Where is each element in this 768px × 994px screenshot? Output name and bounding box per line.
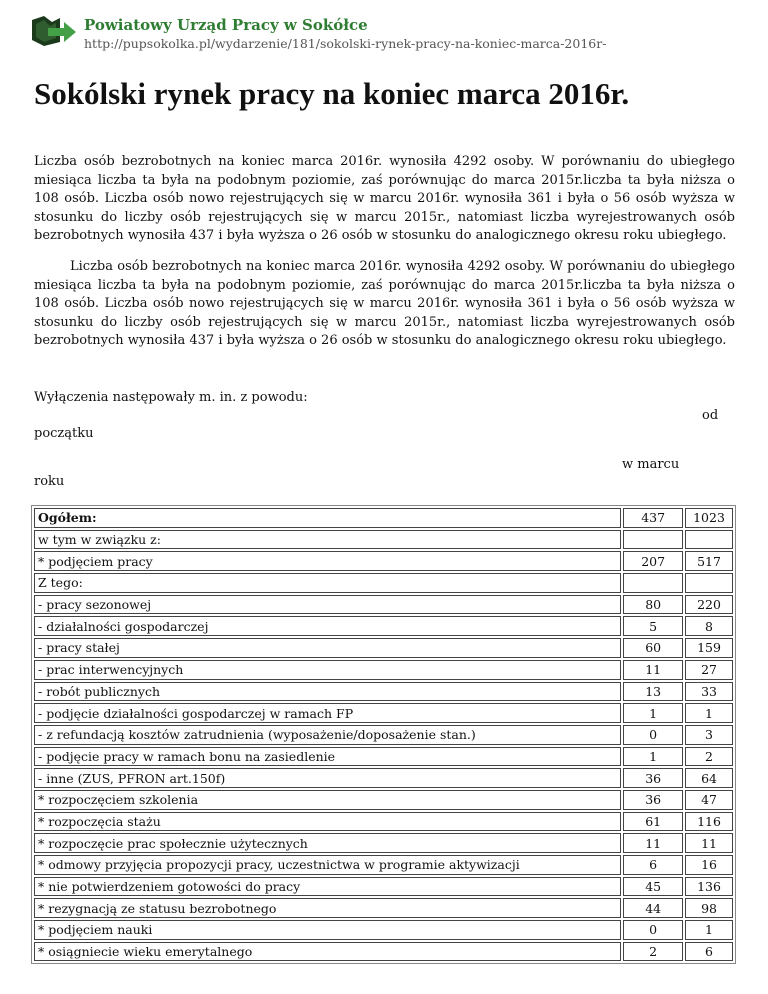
value-since-start-of-year: 517 xyxy=(685,551,733,571)
table-row xyxy=(34,703,733,723)
value-since-start-of-year xyxy=(685,530,733,550)
value-since-start-of-year: 8 xyxy=(685,616,733,636)
value-since-start-of-year: 33 xyxy=(685,682,733,702)
table-row xyxy=(34,725,733,745)
value-march: 36 xyxy=(623,768,683,788)
site-header xyxy=(30,14,750,54)
value-march: 11 xyxy=(623,833,683,853)
row-label: * odmowy przyjęcia propozycji pracy, uczestnictwa w programie aktywizacji xyxy=(34,855,621,875)
table-row xyxy=(34,747,733,767)
value-march: 1 xyxy=(623,703,683,723)
value-march: 207 xyxy=(623,551,683,571)
value-since-start-of-year: 1 xyxy=(685,703,733,723)
value-march: 1 xyxy=(623,747,683,767)
table-row xyxy=(34,530,733,550)
article-title: Sokólski rynek pracy na koniec marca 2016r. xyxy=(34,76,630,111)
table-row xyxy=(34,790,733,810)
value-since-start-of-year: 1023 xyxy=(685,508,733,528)
value-march: 11 xyxy=(623,660,683,680)
value-since-start-of-year xyxy=(685,573,733,593)
row-label: * nie potwierdzeniem gotowości do pracy xyxy=(34,877,621,897)
article-paragraph-1: Liczba osób bezrobotnych na koniec marca 2016r. wynosiła 4292 osoby. W porównaniu do ubiegłego miesiąca liczba ta była na podobnym poziomie, zaś porównując do marca 2015r.liczba ta była niższa o 108 osób. Liczba osób nowo rejestrujących się w marcu 2016r. wynosiła 361 i była o 56 osób wyższa w stosunku do liczby osób rejestrujących się w marcu 2015r., natomiast liczba wyrejestrowanych osób bezrobotnych wynosiła 437 i była wyższa o 26 osób w stosunku do analogicznego okresu roku ubiegłego. xyxy=(34,154,735,243)
table-row xyxy=(34,595,733,615)
table-row xyxy=(34,638,733,658)
row-label: - podjęcie pracy w ramach bonu na zasiedlenie xyxy=(34,747,621,767)
value-march: 0 xyxy=(623,725,683,745)
table-row xyxy=(34,573,733,593)
column-header-year: roku xyxy=(34,474,65,489)
value-march: 0 xyxy=(623,920,683,940)
table-row xyxy=(34,660,733,680)
row-label: - działalności gospodarczej xyxy=(34,616,621,636)
organization-name[interactable]: Powiatowy Urząd Pracy w Sokółce xyxy=(84,16,368,34)
row-label: Z tego: xyxy=(34,573,621,593)
table-row xyxy=(34,508,733,528)
row-label: * podjęciem pracy xyxy=(34,551,621,571)
value-march: 80 xyxy=(623,595,683,615)
value-since-start-of-year: 3 xyxy=(685,725,733,745)
column-header-march: w marcu xyxy=(622,457,680,472)
table-row xyxy=(34,877,733,897)
table-row xyxy=(34,898,733,918)
value-since-start-of-year: 136 xyxy=(685,877,733,897)
table-row xyxy=(34,616,733,636)
value-since-start-of-year: 116 xyxy=(685,812,733,832)
value-march: 5 xyxy=(623,616,683,636)
table-row xyxy=(34,855,733,875)
row-label: * rozpoczęcia stażu xyxy=(34,812,621,832)
table-row xyxy=(34,682,733,702)
value-march: 45 xyxy=(623,877,683,897)
value-since-start-of-year: 220 xyxy=(685,595,733,615)
value-march: 2 xyxy=(623,942,683,962)
pup-logo-icon xyxy=(30,14,76,48)
article-paragraph-2: Liczba osób bezrobotnych na koniec marca 2016r. wynosiła 4292 osoby. W porównaniu do ubiegłego miesiąca liczba ta była na podobnym poziomie, zaś porównując do marca 2015r.liczba ta była niższa o 108 osób. Liczba osób nowo rejestrujących się w marcu 2016r. wynosiła 361 i była o 56 osób wyższa w stosunku do liczby osób rejestrujących się w marcu 2015r., natomiast liczba wyrejestrowanych osób bezrobotnych wynosiła 437 i była wyższa o 26 osób w stosunku do analogicznego okresu roku ubiegłego. xyxy=(34,259,735,348)
value-march: 6 xyxy=(623,855,683,875)
value-since-start-of-year: 98 xyxy=(685,898,733,918)
value-march: 36 xyxy=(623,790,683,810)
value-march: 61 xyxy=(623,812,683,832)
value-since-start-of-year: 2 xyxy=(685,747,733,767)
value-since-start-of-year: 1 xyxy=(685,920,733,940)
row-label: - robót publicznych xyxy=(34,682,621,702)
value-since-start-of-year: 6 xyxy=(685,942,733,962)
value-since-start-of-year: 27 xyxy=(685,660,733,680)
table-row xyxy=(34,942,733,962)
table-row xyxy=(34,812,733,832)
row-label: w tym w związku z: xyxy=(34,530,621,550)
row-label: - prac interwencyjnych xyxy=(34,660,621,680)
row-label: * rezygnacją ze statusu bezrobotnego xyxy=(34,898,621,918)
value-march xyxy=(623,530,683,550)
value-march: 13 xyxy=(623,682,683,702)
value-since-start-of-year: 47 xyxy=(685,790,733,810)
row-label: - pracy stałej xyxy=(34,638,621,658)
value-since-start-of-year: 159 xyxy=(685,638,733,658)
row-label: * osiągniecie wieku emerytalnego xyxy=(34,942,621,962)
row-label: * rozpoczęciem szkolenia xyxy=(34,790,621,810)
value-march: 44 xyxy=(623,898,683,918)
table-row xyxy=(34,833,733,853)
row-label: Ogółem: xyxy=(34,508,621,528)
table-row xyxy=(34,768,733,788)
row-label: * rozpoczęcie prac społecznie użytecznych xyxy=(34,833,621,853)
row-label: - podjęcie działalności gospodarczej w ramach FP xyxy=(34,703,621,723)
row-label: - inne (ZUS, PFRON art.150f) xyxy=(34,768,621,788)
page-url[interactable]: http://pupsokolka.pl/wydarzenie/181/sokolski-rynek-pracy-na-koniec-marca-2016r- xyxy=(84,36,607,51)
value-march xyxy=(623,573,683,593)
column-header-start: początku xyxy=(34,426,94,441)
table-row xyxy=(34,920,733,940)
exclusions-intro: Wyłączenia następowały m. in. z powodu: xyxy=(34,390,308,405)
value-since-start-of-year: 16 xyxy=(685,855,733,875)
value-march: 437 xyxy=(623,508,683,528)
row-label: - pracy sezonowej xyxy=(34,595,621,615)
table-row xyxy=(34,551,733,571)
value-since-start-of-year: 64 xyxy=(685,768,733,788)
value-since-start-of-year: 11 xyxy=(685,833,733,853)
exclusions-table xyxy=(31,505,736,964)
row-label: - z refundacją kosztów zatrudnienia (wyposażenie/doposażenie stan.) xyxy=(34,725,621,745)
row-label: * podjęciem nauki xyxy=(34,920,621,940)
value-march: 60 xyxy=(623,638,683,658)
column-header-from: od xyxy=(702,408,719,423)
